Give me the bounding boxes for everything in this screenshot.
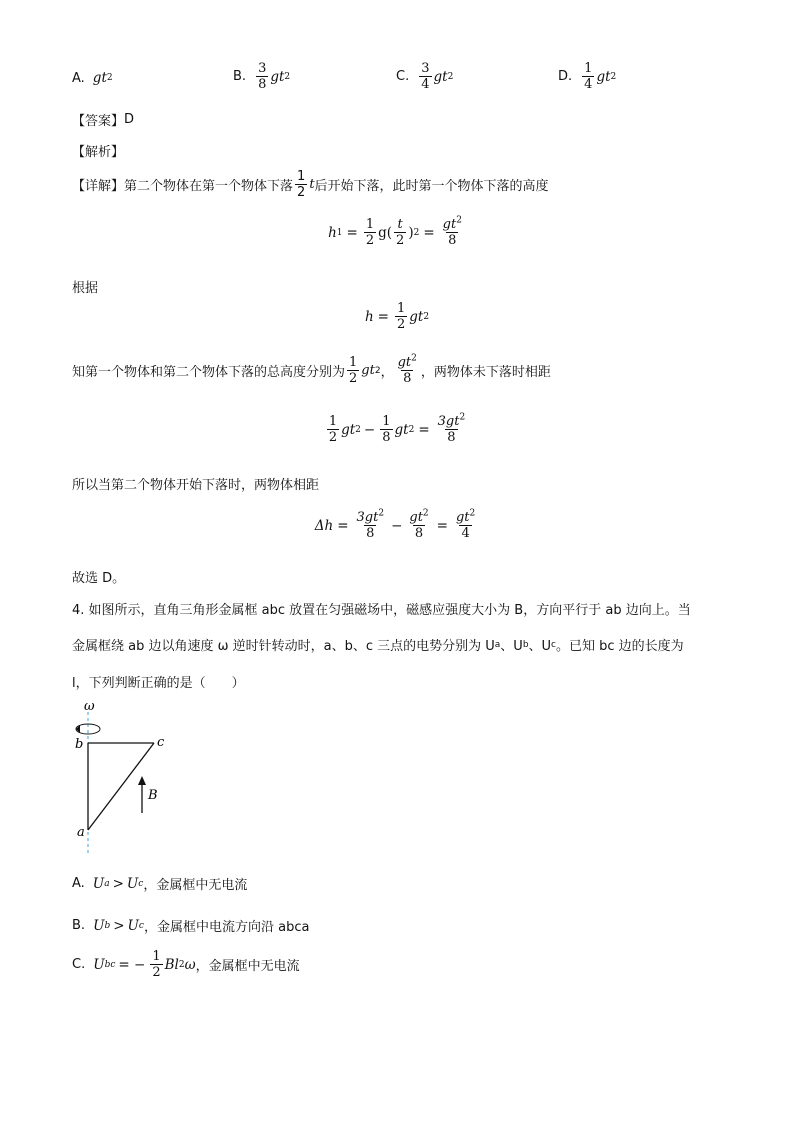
label-c: c: [157, 735, 165, 750]
answer-line: [72, 110, 134, 129]
label-B: B: [148, 788, 158, 803]
option-d: D. $\frac{1}{4}$ gt 2: [558, 61, 617, 92]
label-omega: ω: [84, 699, 95, 714]
option-b: B. $\frac{3}{8}$ gt 2: [233, 61, 291, 92]
option-a-label: A.: [72, 70, 85, 86]
according-text: 根据: [72, 281, 99, 296]
detail-line-1-pre: 第二个物体在第一个物体下落: [124, 179, 294, 194]
q4-option-c: C. U bc = − $\frac{1}{2}$ Bl 2 ω ，金属框中无电流: [72, 949, 300, 980]
analysis-tag: 【解析】: [72, 145, 125, 160]
detail-line-1-var: t: [309, 177, 315, 192]
question4-line-1: 4. 如图所示，直角三角形金属框 abc 放置在匀强磁场中，磁感应强度大小为 B，方向平行于 ab 边向上。当: [72, 603, 691, 618]
detail-line-2-pre: 知第一个物体和第二个物体下落的总高度分别为: [72, 365, 346, 380]
option-d-fraction: $\frac{1}{4}$: [584, 61, 593, 92]
edge-ac: [88, 743, 154, 830]
label-b: b: [75, 737, 84, 752]
option-d-label: D.: [558, 69, 573, 84]
option-c-expr: gt: [433, 68, 448, 85]
option-c-label: C.: [396, 69, 410, 84]
q4-option-b: B. U b > U c ，金属框中电流方向沿 abca: [72, 917, 310, 935]
detail-line-1-post: 后开始下落，此时第一个物体下落的高度: [314, 179, 549, 194]
option-b-label: B.: [233, 69, 247, 84]
answer-tag: 【答案】: [72, 114, 125, 129]
triangle-diagram: [60, 698, 190, 858]
option-a: A. gt 2: [72, 70, 113, 86]
equation-4: Δh = $\frac{3gt^2}{8}$ − $\frac{gt^2}{8}$ = $\frac{gt^2}{4}$: [314, 508, 476, 541]
option-d-expr: gt: [596, 68, 611, 85]
detail-line-1-fraction: $\frac{1}{2}$: [297, 169, 306, 200]
answer-value: D: [124, 112, 135, 127]
detail-line-3: 所以当第二个物体开始下落时，两物体相距: [72, 478, 320, 493]
equation-2: h = $\frac{1}{2}$ gt 2: [364, 301, 430, 332]
option-b-fraction: $\frac{3}{8}$: [258, 61, 267, 92]
option-c: C. $\frac{3}{4}$ gt 2: [396, 61, 454, 92]
option-b-expr: gt: [270, 68, 285, 85]
detail-line-2-post: ，两物体未下落时相距: [420, 365, 551, 380]
detail-line-1: [72, 170, 549, 199]
label-a: a: [77, 825, 85, 840]
detail-line-2: 知第一个物体和第二个物体下落的总高度分别为 $\frac{1}{2}$ gt 2 ， $\frac{gt^2}{8}$ ，两物体未下落时相距: [72, 353, 551, 386]
conclusion: 故选 D。: [72, 571, 126, 586]
option-c-fraction: $\frac{3}{4}$: [421, 61, 430, 92]
q4-option-a: A. U a > U c ，金属框中无电流: [72, 875, 248, 893]
option-a-expr: gt: [92, 70, 107, 86]
field-arrow-head-icon: [138, 776, 146, 785]
question4-line-2: 金属框绕 ab 边以角速度 ω 逆时针转动时，a、b、c 三点的电势分别为 U a 、U b 、U c 。已知 bc 边的长度为: [72, 639, 684, 654]
equation-3: $\frac{1}{2}$ gt 2 − $\frac{1}{8}$ gt 2 = $\frac{3gt^2}{8}$: [328, 412, 466, 445]
question4-line-3: l，下列判断正确的是（ ）: [72, 676, 245, 691]
detail-tag: 【详解】: [72, 179, 125, 194]
equation-1: h 1 = $\frac{1}{2}$ g ( $\frac{t}{2}$ ) 2 = $\frac{gt^2}{8}$: [328, 215, 462, 248]
